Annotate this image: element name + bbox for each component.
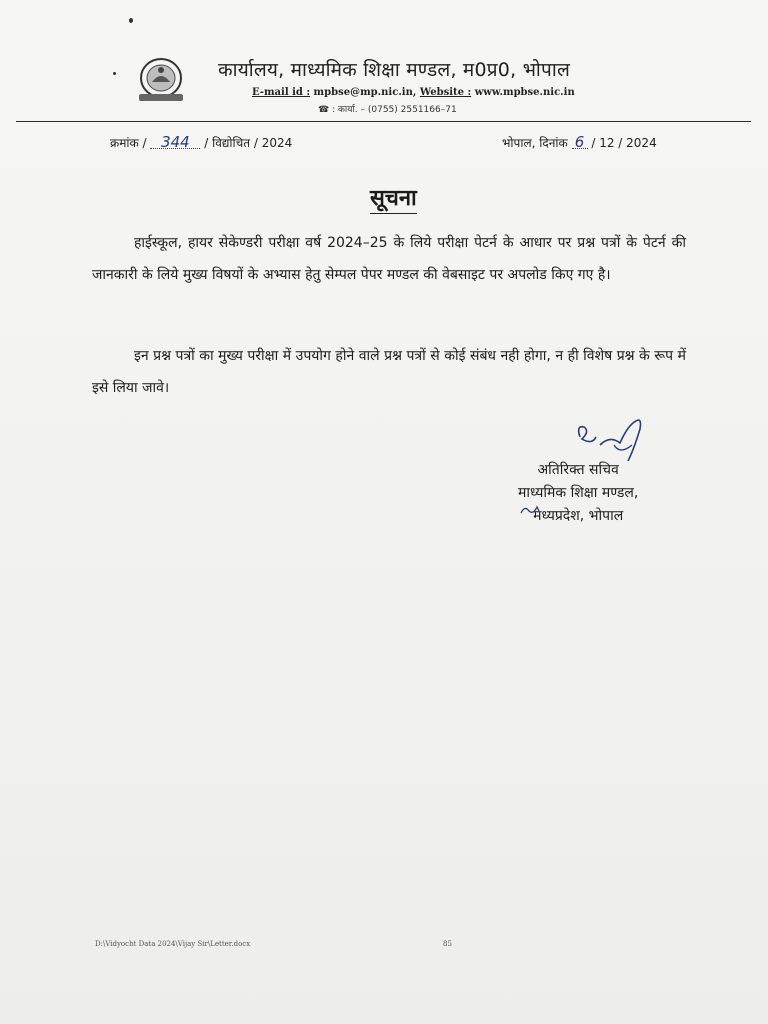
website-label: Website : bbox=[419, 87, 472, 98]
phone-text: : कार्या. – (0755) 2551166–71 bbox=[332, 105, 457, 115]
reference-suffix: / विद्योचित / 2024 bbox=[204, 136, 293, 150]
reference-number: 344 bbox=[150, 136, 200, 149]
notice-paragraph-2: इन प्रश्न पत्रों का मुख्य परीक्षा में उपयोग होने वाले प्रश्न पत्रों से कोई संबंध नही होगा, न ही विशेष प्रश्न के रूप में इसे लिया जावे। bbox=[92, 348, 686, 396]
header-divider bbox=[16, 121, 751, 122]
handwritten-signature bbox=[570, 415, 652, 465]
footer-page-number: 85 bbox=[443, 940, 452, 948]
notice-heading: सूचना bbox=[370, 182, 417, 214]
initial-scribble bbox=[519, 503, 541, 517]
website-address: www.mpbse.nic.in bbox=[474, 87, 575, 98]
date-month-year: / 12 / 2024 bbox=[591, 136, 657, 150]
phone-line bbox=[318, 102, 457, 115]
date-line bbox=[502, 134, 657, 151]
phone-icon: ☎ bbox=[318, 105, 330, 115]
scan-speck bbox=[113, 72, 116, 75]
contact-line bbox=[252, 87, 575, 98]
board-emblem-logo bbox=[134, 56, 188, 104]
email-label: E-mail id : bbox=[252, 87, 311, 98]
date-day: 6 bbox=[572, 136, 588, 149]
office-title: कार्यालय, माध्यमिक शिक्षा मण्डल, म0प्र0, भोपाल bbox=[218, 59, 571, 81]
reference-line bbox=[110, 134, 292, 151]
scan-speck bbox=[129, 18, 133, 23]
footer-file-path: D:\Vidyocht Data 2024\Vijay Sir\Letter.docx bbox=[95, 940, 251, 948]
signatory-block bbox=[518, 459, 638, 528]
place-date-label: भोपाल, दिनांक bbox=[502, 136, 568, 150]
signatory-organization: माध्यमिक शिक्षा मण्डल, bbox=[518, 485, 639, 501]
email-address: mpbse@mp.nic.in, bbox=[313, 87, 417, 98]
signatory-location: मध्यप्रदेश, भोपाल bbox=[533, 508, 624, 524]
signatory-designation: अतिरिक्त सचिव bbox=[537, 462, 619, 478]
notice-paragraph-1: हाईस्कूल, हायर सेकेण्डरी परीक्षा वर्ष 2024–25 के लिये परीक्षा पेटर्न के आधार पर प्रश्न पत्रों के पेटर्न की जानकारी के लिये मुख्य विषयों के अभ्यास हेतु सेम्पल पेपर मण्डल की वेबसाइट पर अपलोड किए गए है। bbox=[92, 235, 686, 283]
reference-prefix: क्रमांक / bbox=[110, 136, 147, 150]
